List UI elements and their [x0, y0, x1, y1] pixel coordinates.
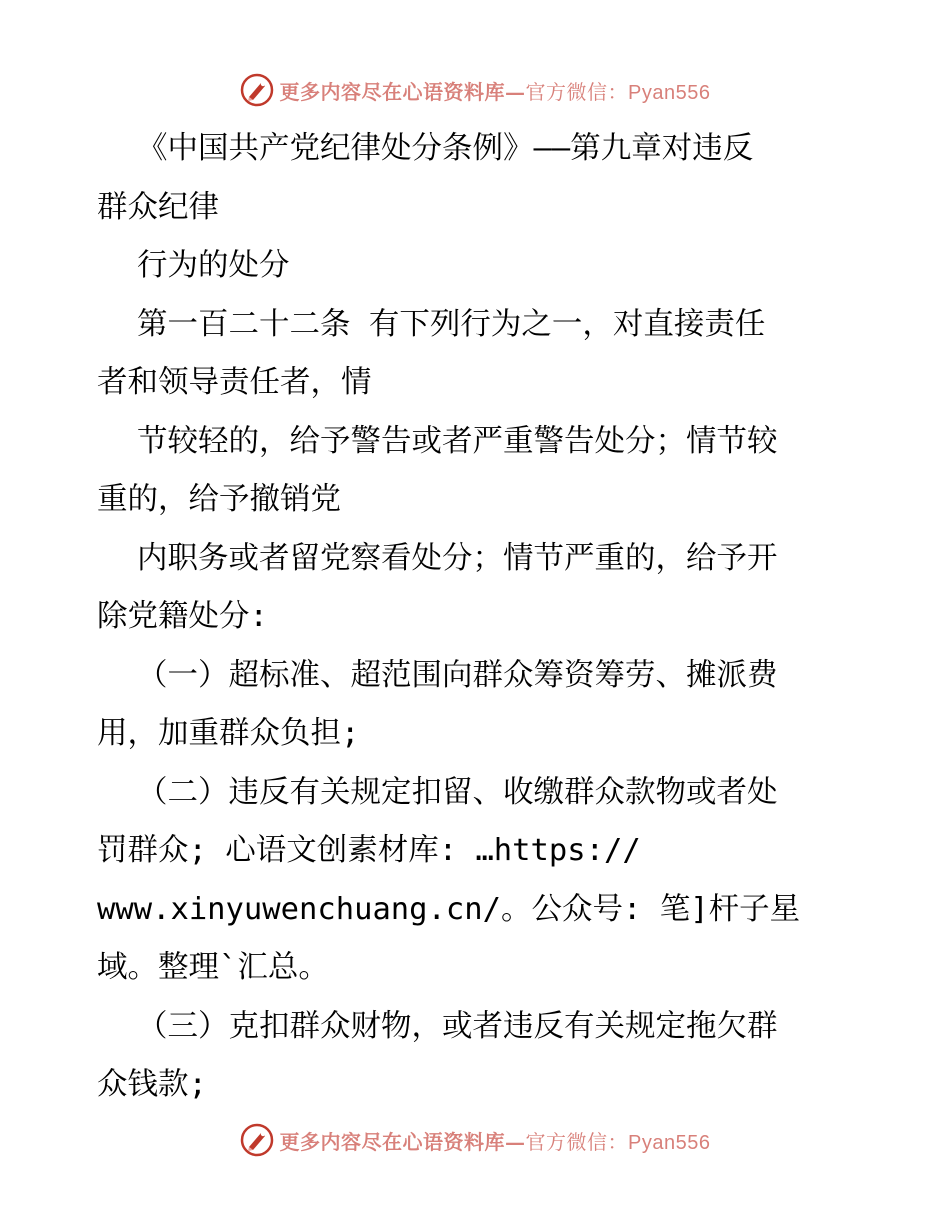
item-3-line-2: 众钱款;	[97, 1067, 207, 1102]
paragraph-line: 除党籍处分:	[97, 599, 268, 634]
header-watermark-banner	[0, 70, 950, 110]
item-1-line-1: （一）超标准、超范围向群众筹资筹劳、摊派费	[137, 657, 778, 693]
footer-watermark-banner	[0, 1120, 950, 1160]
banner-main-text: 更多内容尽在心语资料库	[279, 1129, 506, 1154]
document-body	[97, 120, 857, 1115]
article-122-line-2: 者和领导责任者，情	[97, 365, 372, 400]
banner-dash: —	[505, 79, 526, 104]
paragraph-line: 行为的处分	[137, 248, 290, 283]
banner-text	[280, 1126, 711, 1155]
item-2-line-1: （二）违反有关规定扣留、收缴群众款物或者处	[137, 774, 778, 810]
banner-wechat-text: 官方微信：Pyan556	[525, 81, 711, 104]
item-1-line-2: 用，加重群众负担;	[97, 716, 360, 751]
item-2-line-4: 域。整理`汇总。	[97, 950, 329, 985]
banner-main-text: 更多内容尽在心语资料库	[279, 79, 506, 104]
document-title-line-1: 《中国共产党纪律处分条例》——第九章对违反	[137, 131, 754, 166]
banner-inner	[240, 1123, 711, 1157]
banner-wechat-text: 官方微信：Pyan556	[525, 1131, 711, 1154]
paragraph-line: 内职务或者留党察看处分；情节严重的，给予开	[137, 540, 778, 576]
document-title-line-2: 群众纪律	[97, 189, 219, 225]
item-3-line-1: （三）克扣群众财物，或者违反有关规定拖欠群	[137, 1008, 778, 1044]
banner-inner	[240, 73, 711, 107]
article-122-line-1: 第一百二十二条 有下列行为之一，对直接责任	[137, 306, 766, 342]
item-2-line-2: 罚群众; 心语文创素材库: …https://	[97, 833, 641, 868]
pen-logo-icon	[240, 1123, 274, 1157]
paragraph-line: 节较轻的，给予警告或者严重警告处分；情节较	[137, 423, 778, 459]
banner-dash: —	[505, 1129, 526, 1154]
banner-text	[280, 76, 711, 105]
item-2-line-3: www.xinyuwenchuang.cn/。公众号: 笔]杆子星	[97, 891, 801, 927]
paragraph-line: 重的，给予撤销党	[97, 482, 341, 517]
pen-logo-icon	[240, 73, 274, 107]
